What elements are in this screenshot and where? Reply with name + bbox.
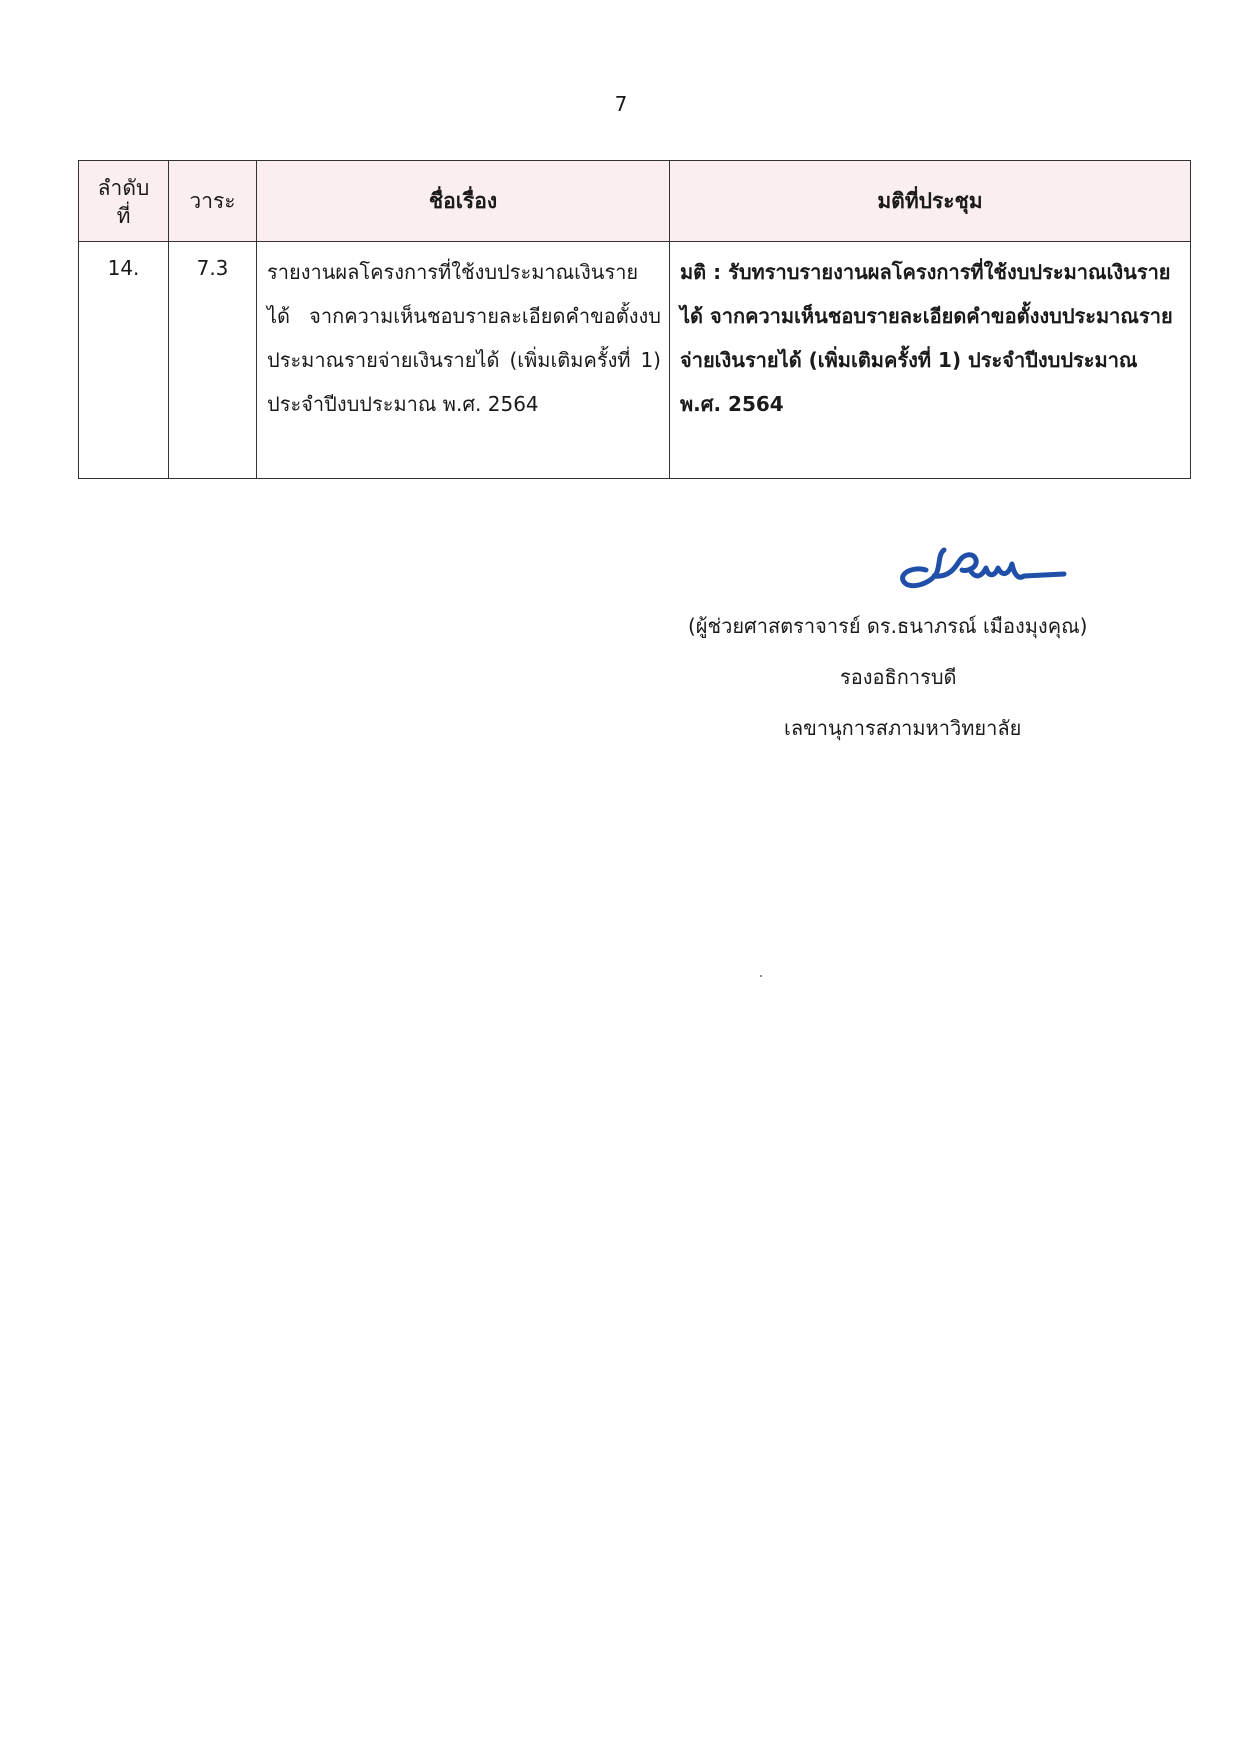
cell-topic: รายงานผลโครงการที่ใช้งบประมาณเงินรายได้ จากความเห็นชอบรายละเอียดคำขอตั้งงบประมาณรายจ่ายเงินรายได้ (เพิ่มเติมครั้งที่ 1) ประจำปีงบประมาณ พ.ศ. 2564: [257, 242, 670, 479]
signer-position: รองอธิการบดี: [840, 665, 957, 689]
handwritten-signature-icon: [890, 540, 1070, 596]
page-number: 7: [614, 92, 628, 116]
header-topic: ชื่อเรื่อง: [257, 161, 670, 242]
cell-resolution: มติ : รับทราบรายงานผลโครงการที่ใช้งบประมาณเงินรายได้ จากความเห็นชอบรายละเอียดคำขอตั้งงบประมาณรายจ่ายเงินรายได้ (เพิ่มเติมครั้งที่ 1) ประจำปีงบประมาณ พ.ศ. 2564: [670, 242, 1191, 479]
header-no: [79, 161, 169, 242]
header-no-line1: ลำดับ: [97, 176, 150, 200]
header-resolution: มติที่ประชุม: [670, 161, 1191, 242]
signer-name: (ผู้ช่วยศาสตราจารย์ ดร.ธนาภรณ์ เมืองมุงคุณ): [688, 614, 1088, 638]
cell-agenda: 7.3: [169, 242, 257, 479]
table-header-row: [79, 161, 1191, 242]
signer-role: เลขานุการสภามหาวิทยาลัย: [784, 716, 1022, 740]
header-no-line2: ที่: [116, 204, 131, 228]
agenda-table: [78, 160, 1191, 479]
header-agenda: วาระ: [169, 161, 257, 242]
table-row: [79, 242, 1191, 479]
scan-dot: [760, 975, 762, 977]
cell-no: 14.: [79, 242, 169, 479]
